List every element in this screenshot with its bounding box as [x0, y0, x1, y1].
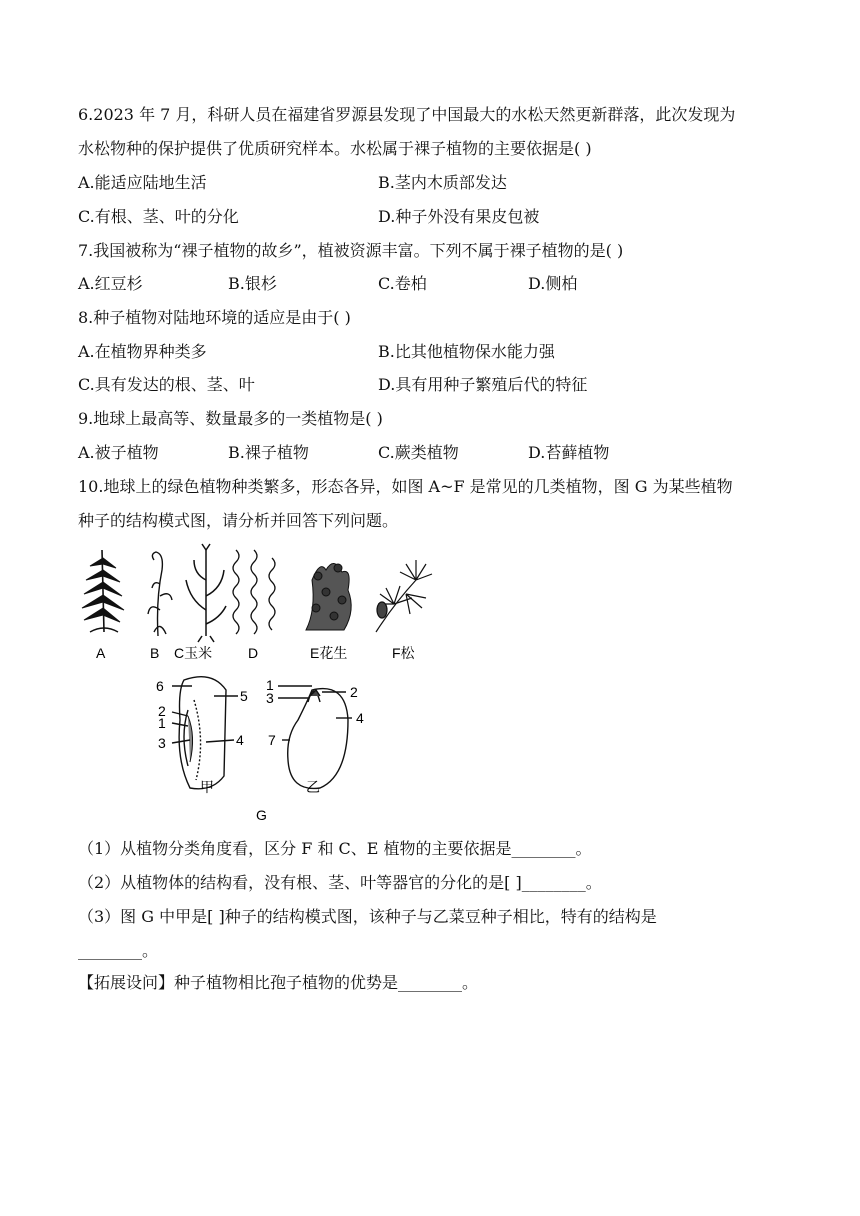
seed-yi-num-1: 1	[266, 677, 274, 693]
plant-label-b: B	[150, 645, 160, 661]
q6-option-c: C.有根、茎、叶的分化	[78, 207, 239, 226]
seed-jia-num-3: 3	[158, 735, 166, 751]
q6-stem-line2: 水松物种的保护提供了优质研究样本。水松属于裸子植物的主要依据是( )	[78, 139, 592, 158]
plant-label-c: C玉米	[174, 645, 213, 661]
seed-yi-num-3: 3	[266, 690, 274, 706]
seed-yi-caption: 乙	[306, 780, 320, 796]
q10-stem-line2: 种子的结构模式图，请分析并回答下列问题。	[78, 511, 399, 530]
seed-yi-diagram	[278, 686, 352, 788]
q9-option-d: D.苔藓植物	[528, 443, 610, 462]
q10-sub2: （2）从植物体的结构看，没有根、茎、叶等器官的分化的是[ ]________。	[78, 873, 602, 892]
q10-stem-line1: 10.地球上的绿色植物种类繁多，形态各异，如图 A~F 是常见的几类植物，图 G 为某些植物	[78, 477, 733, 496]
q9-option-b: B.裸子植物	[228, 443, 309, 462]
plant-figure	[76, 540, 456, 830]
q8-option-d: D.具有用种子繁殖后代的特征	[378, 375, 588, 394]
q10-sub1: （1）从植物分类角度看，区分 F 和 C、E 植物的主要依据是________。	[78, 839, 592, 858]
spirogyra-plant-d-icon	[233, 550, 275, 634]
corn-plant-c-icon	[186, 544, 226, 642]
q9-option-a: A.被子植物	[78, 443, 159, 462]
plant-label-a: A	[96, 645, 106, 661]
q10-sub3-line1: （3）图 G 中甲是[ ]种子的结构模式图，该种子与乙菜豆种子相比，特有的结构是	[78, 907, 657, 926]
plant-label-f: F松	[392, 645, 415, 661]
fern-plant-a-icon	[82, 550, 124, 632]
q10-sub3-line2: ________。	[78, 941, 159, 960]
q6-option-b: B.茎内木质部发达	[378, 173, 507, 192]
q9-option-c: C.蕨类植物	[378, 443, 459, 462]
q8-option-c: C.具有发达的根、茎、叶	[78, 375, 255, 394]
plant-label-e: E花生	[310, 645, 348, 661]
seed-jia-num-2: 2	[158, 703, 166, 719]
q6-stem-line1: 6.2023 年 7 月，科研人员在福建省罗源县发现了中国最大的水松天然更新群落，此次发现为	[78, 105, 736, 124]
q8-stem: 8.种子植物对陆地环境的适应是由于( )	[78, 308, 351, 327]
plant-label-d: D	[248, 645, 259, 661]
moss-plant-b-icon	[148, 552, 172, 636]
q7-stem: 7.我国被称为“裸子植物的故乡”，植被资源丰富。下列不属于裸子植物的是( )	[78, 241, 624, 260]
q6-option-d: D.种子外没有果皮包被	[378, 207, 540, 226]
seed-jia-caption: 甲	[200, 780, 214, 796]
q7-option-b: B.银杉	[228, 274, 277, 293]
seed-jia-diagram	[172, 677, 238, 789]
q8-option-b: B.比其他植物保水能力强	[378, 342, 555, 361]
q9-stem: 9.地球上最高等、数量最多的一类植物是( )	[78, 409, 383, 428]
q8-option-a: A.在植物界种类多	[78, 342, 207, 361]
seed-yi-num-7: 7	[268, 732, 276, 748]
seed-jia-num-5: 5	[240, 688, 248, 704]
seed-yi-num-2: 2	[350, 684, 358, 700]
q7-option-d: D.侧柏	[528, 274, 578, 293]
seed-jia-num-1: 1	[158, 715, 166, 731]
q7-option-a: A.红豆杉	[78, 274, 143, 293]
seed-jia-num-4: 4	[236, 732, 244, 748]
seed-yi-num-4: 4	[356, 710, 364, 726]
q6-option-a: A.能适应陆地生活	[78, 173, 207, 192]
seed-jia-num-6: 6	[156, 678, 164, 694]
peanut-plant-e-icon	[306, 563, 351, 630]
q7-option-c: C.卷柏	[378, 274, 427, 293]
extension-question: 【拓展设问】种子植物相比孢子植物的优势是________。	[78, 973, 479, 992]
figure-g-caption: G	[256, 807, 267, 823]
pine-plant-f-icon	[376, 560, 432, 632]
